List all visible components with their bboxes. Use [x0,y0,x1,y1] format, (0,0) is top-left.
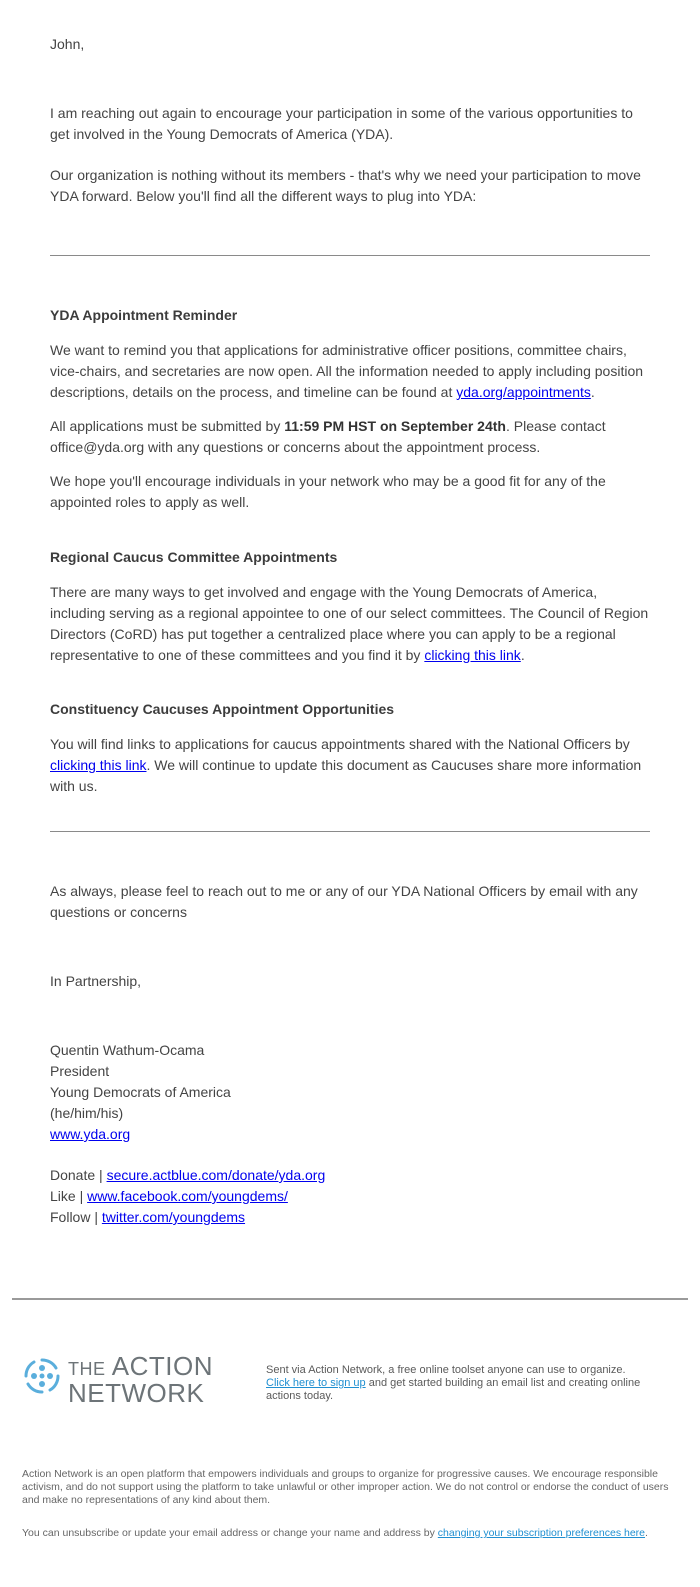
signup-link[interactable]: Click here to sign up [266,1377,366,1389]
regional-end: . [520,647,525,663]
subscription-preferences-link[interactable]: changing your subscription preferences here [437,1527,646,1539]
action-network-wordmark [68,1351,214,1408]
action-network-logo [22,1351,222,1408]
deadline-text: 11:59 PM HST on September 24th [284,418,506,434]
disclaimer: Action Network is an open platform that empowers individuals and groups to organize for progressive causes. We encourage responsible activism, and do not support using the platform to take unlawful or other improper action. We do not control or endorse the conduct of users and make no representations of any kind about them. [22,1468,669,1506]
twitter-link[interactable]: twitter.com/youngdems [101,1209,246,1225]
sent-via-note [266,1364,646,1403]
divider-bottom [50,831,650,832]
signature-block [50,1040,650,1145]
unsubscribe-note [22,1527,687,1540]
regional-paragraph [50,582,650,666]
donate-link[interactable]: secure.actblue.com/donate/yda.org [106,1167,326,1183]
signature-pronouns: (he/him/his) [50,1105,124,1121]
signature-name: Quentin Wathum-Ocama [50,1042,205,1058]
constituency-text-start: You will find links to applications for caucus appointments shared with the National Officers by [50,736,630,752]
constituency-text-end: . We will continue to update this document as Caucuses share more information with us. [50,757,642,794]
signature-title: President [50,1063,110,1079]
like-label: Like | [50,1188,88,1204]
appointments-link[interactable]: yda.org/appointments [456,384,591,400]
appointment-p2-end: . Please contact office@yda.org with any questions or concerns about the appointment process. [50,418,606,455]
sent-text: Sent via Action Network, a free online toolset anyone can use to organize. [266,1364,626,1376]
regional-heading: Regional Caucus Committee Appointments [50,549,338,565]
follow-label: Follow | [50,1209,102,1225]
appointment-p1-text: We want to remind you that applications for administrative officer positions, committee chairs, vice-chairs, and secretaries are now open. All the information needed to apply including position descriptions, details on the process, and timeline can be found at [50,342,644,400]
intro-paragraph-1: I am reaching out again to encourage your participation in some of the various opportunities to get involved in the Young Democrats of America (YDA). [50,105,633,142]
constituency-paragraph [50,734,650,797]
brand-network: NETWORK [68,1378,205,1408]
appointment-p1-end: . [590,384,595,400]
regional-link[interactable]: clicking this link [424,647,521,663]
website-link[interactable]: www.yda.org [50,1126,131,1142]
intro-paragraph-2: Our organization is nothing without its members - that's why we need your participation to move YDA forward. Below you'll find all the different ways to plug into YDA: [50,167,641,204]
brand-the: THE [68,1359,106,1379]
appointment-paragraph-2 [50,416,650,458]
regional-text: There are many ways to get involved and engage with the Young Democrats of America, including serving as a regional appointee to one of our select committees. The Council of Region Directors (CoRD) has put together a centralized place where you can apply to be a regional representative to one of these committees and you find it by [50,584,649,663]
divider-top [50,255,650,256]
footer-divider [12,1298,688,1300]
constituency-heading: Constituency Caucuses Appointment Opportunities [50,701,395,717]
social-links [50,1165,650,1228]
appointment-paragraph-3: We hope you'll encourage individuals in your network who may be a good fit for any of the appointed roles to apply as well. [50,473,606,510]
appointment-paragraph-1 [50,340,650,403]
appointment-p2-start: All applications must be submitted by [50,418,285,434]
facebook-link[interactable]: www.facebook.com/youngdems/ [87,1188,288,1204]
action-network-mark-icon [22,1356,62,1396]
signup-rest: and get started building an email list and creating online actions today. [266,1377,641,1402]
signoff: In Partnership, [50,973,142,989]
closing-paragraph: As always, please feel to reach out to me or any of our YDA National Officers by email with any questions or concerns [50,883,638,920]
greeting: John, [50,36,85,52]
constituency-link[interactable]: clicking this link [50,757,147,773]
unsub-end: . [645,1527,648,1539]
appointment-heading: YDA Appointment Reminder [50,307,238,323]
signature-org: Young Democrats of America [50,1084,231,1100]
unsub-text: You can unsubscribe or update your email address or change your name and address by [22,1527,438,1539]
brand-action: ACTION [111,1351,214,1381]
donate-label: Donate | [50,1167,107,1183]
